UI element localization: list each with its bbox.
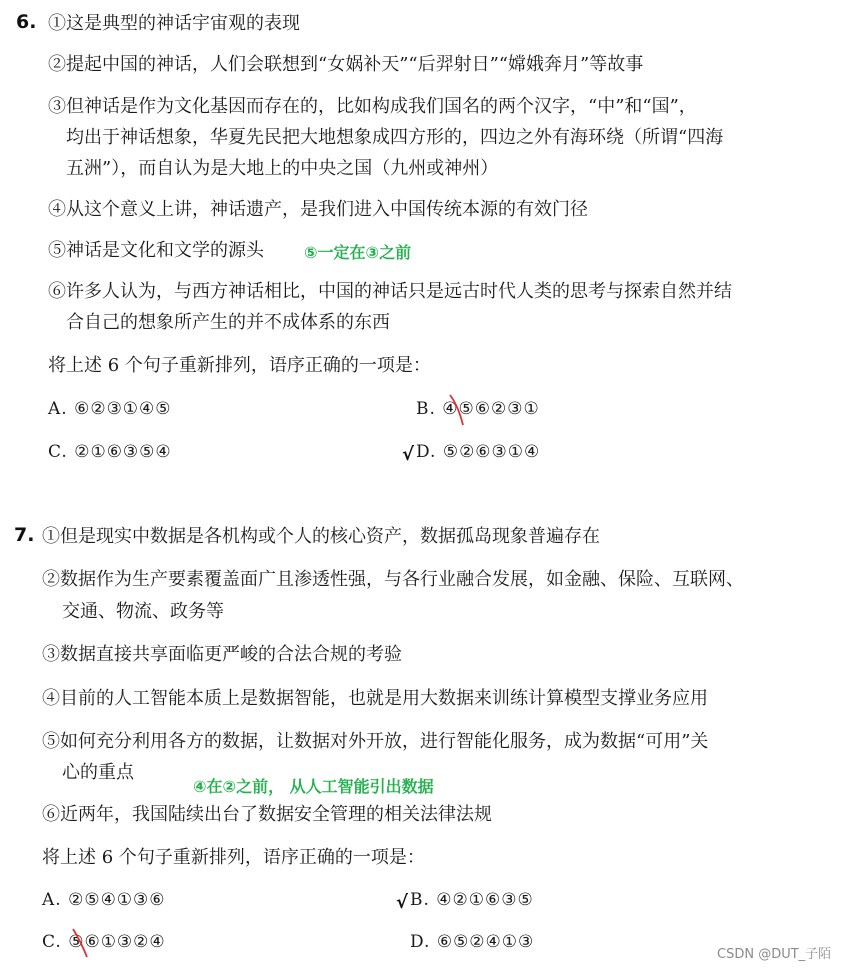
q6-sentence-5: ⑤神话是文化和文学的源头 — [48, 240, 264, 261]
q6-sentence-4: ④从这个意义上讲，神话遗产，是我们进入中国传统本源的有效门径 — [48, 199, 588, 220]
q7-prompt: 将上述 6 个句子重新排列，语序正确的一项是： — [42, 847, 425, 868]
q6-check-mark: √ — [402, 444, 415, 465]
csdn-watermark: CSDN @DUT_子陌 — [717, 947, 832, 962]
q6-sentence-6-line-2: 合自己的想象所产生的并不成体系的东西 — [66, 312, 390, 333]
q7-option-b: B. ④②①⑥③⑤ — [410, 890, 534, 910]
q7-sentence-4: ④目前的人工智能本质上是数据智能，也就是用大数据来训练计算模型支撑业务应用 — [42, 688, 708, 709]
q7-check-mark: √ — [396, 892, 409, 913]
red-strike-mark — [70, 927, 92, 959]
q7-option-a: A. ②⑤④①③⑥ — [42, 890, 166, 910]
q6-sentence-6-line-1: ⑥许多人认为，与西方神话相比，中国的神话只是远古时代人类的思考与探索自然并结 — [48, 281, 732, 302]
q7-annotation-note: ④在②之前， 从人工智能引出数据 — [193, 777, 434, 796]
q6-prompt: 将上述 6 个句子重新排列，语序正确的一项是： — [48, 355, 431, 376]
q6-option-b: B. ④⑤⑥②③① — [416, 399, 540, 419]
q7-sentence-6: ⑥近两年，我国陆续出台了数据安全管理的相关法律法规 — [42, 804, 492, 825]
q7-sentence-3: ③数据直接共享面临更严峻的合法合规的考验 — [42, 644, 402, 665]
q6-sentence-3-line-3: 五洲”），而自认为是大地上的中央之国（九州或神州） — [66, 158, 499, 179]
question-7-number: 7. — [14, 524, 35, 546]
q6-option-d: D. ⑤②⑥③①④ — [416, 442, 541, 462]
q6-sentence-3-line-2: 均出于神话想象，华夏先民把大地想象成四方形的，四边之外有海环绕（所谓“四海 — [66, 127, 724, 148]
q7-sentence-5-line-2: 心的重点 — [62, 762, 134, 783]
red-strike-mark — [446, 393, 468, 427]
q6-sentence-1: ①这是典型的神话宇宙观的表现 — [48, 13, 300, 34]
question-6-number: 6. — [16, 11, 37, 33]
q6-annotation-note: ⑤一定在③之前 — [304, 243, 412, 262]
q6-sentence-2: ②提起中国的神话，人们会联想到“女娲补天”“后羿射日”“嫦娥奔月”等故事 — [48, 54, 644, 75]
q7-sentence-2-line-1: ②数据作为生产要素覆盖面广且渗透性强，与各行业融合发展，如金融、保险、互联网、 — [42, 569, 744, 590]
q6-option-a: A. ⑥②③①④⑤ — [48, 399, 172, 419]
q6-option-c: C. ②①⑥③⑤④ — [48, 442, 172, 462]
q7-option-d: D. ⑥⑤②④①③ — [410, 932, 535, 952]
q6-sentence-3-line-1: ③但神话是作为文化基因而存在的，比如构成我们国名的两个汉字，“中”和“国”， — [48, 96, 697, 117]
q7-option-c: C. ⑤⑥①③②④ — [42, 932, 166, 952]
q7-sentence-5-line-1: ⑤如何充分利用各方的数据，让数据对外开放，进行智能化服务，成为数据“可用”关 — [42, 731, 709, 752]
q7-sentence-1: ①但是现实中数据是各机构或个人的核心资产，数据孤岛现象普遍存在 — [42, 526, 600, 547]
q7-sentence-2-line-2: 交通、物流、政务等 — [62, 601, 224, 622]
